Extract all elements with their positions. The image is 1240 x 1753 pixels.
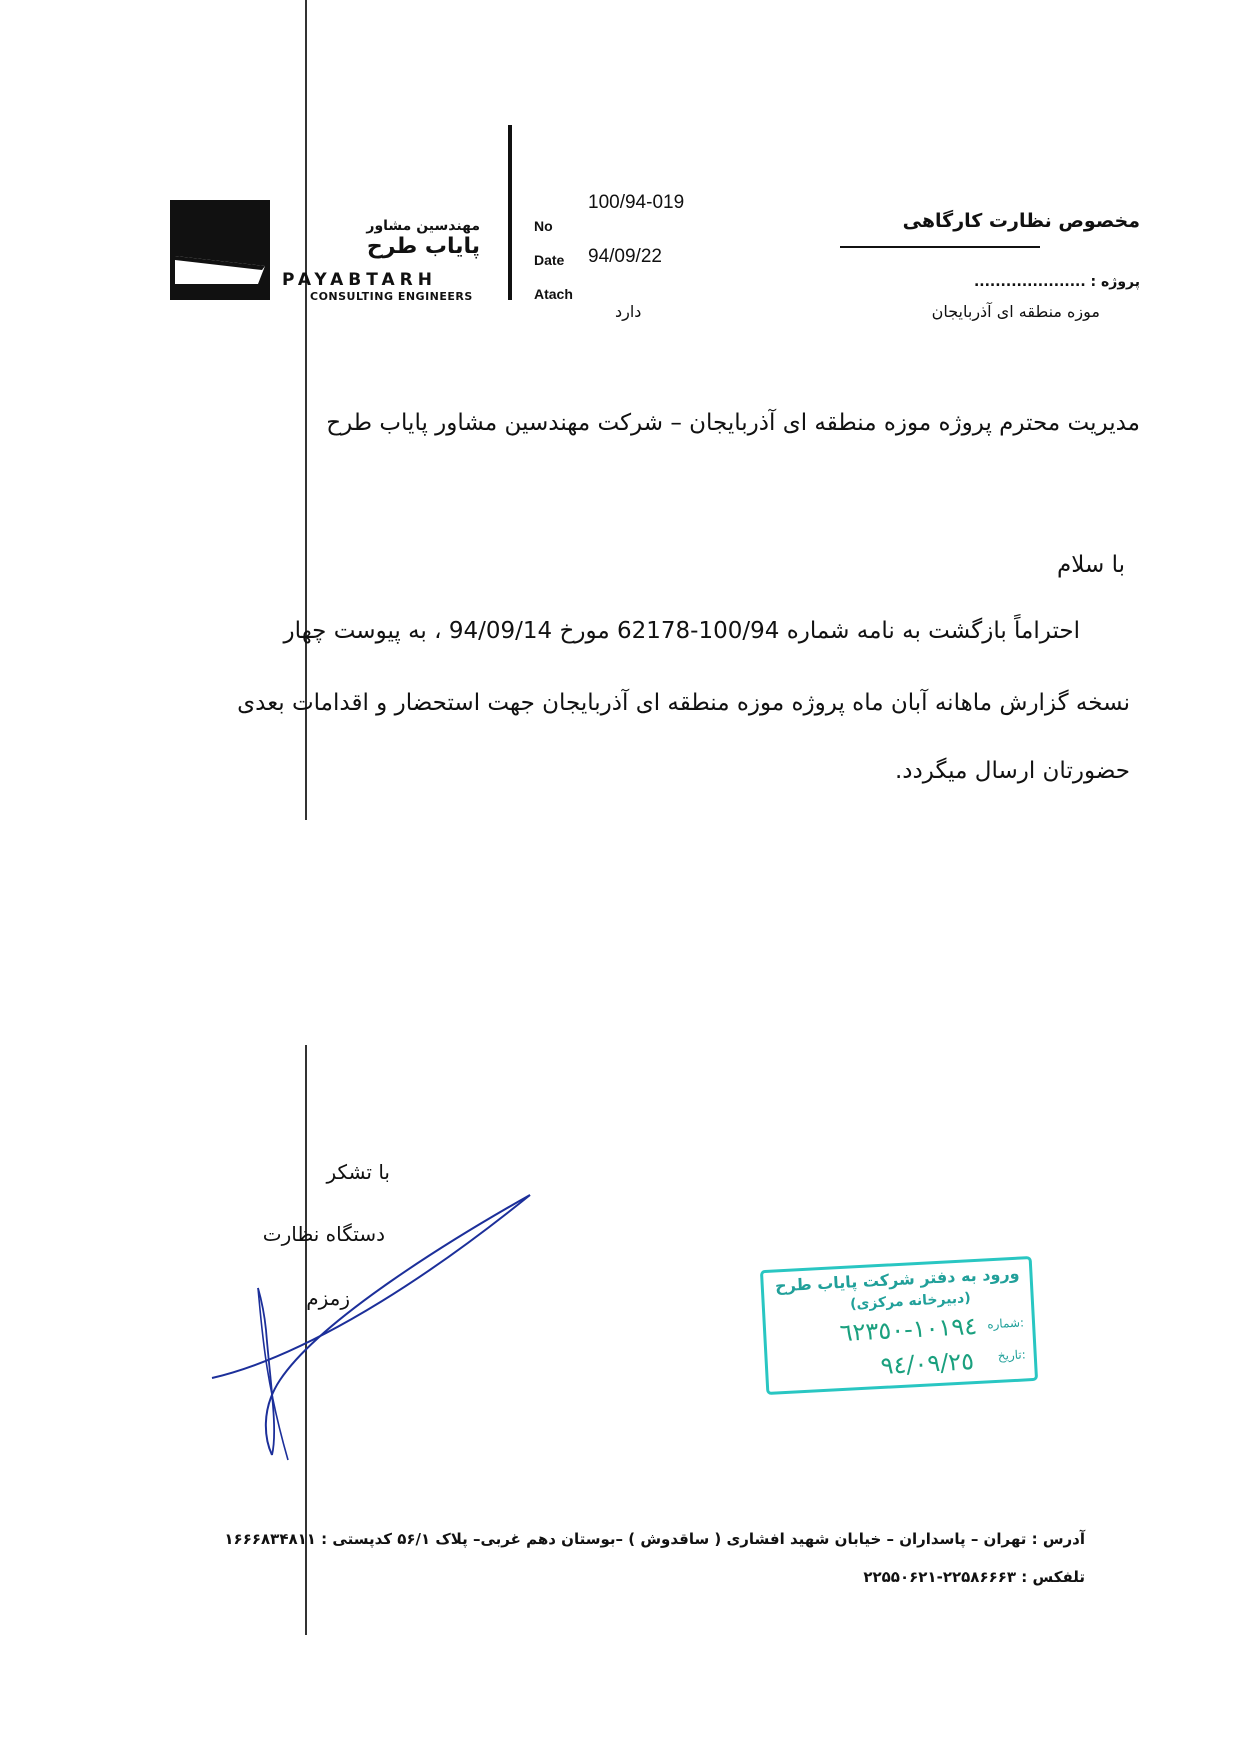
project-label: پروژه : ..................... [973,274,1140,290]
header-divider [508,125,512,300]
stamp-subtitle: (دبیرخانه مرکزی) [849,1290,972,1313]
body-line-1: احتراماً بازگشت به نامه شماره 100/94-62178 مورخ 94/09/14 ، به پیوست چهار [283,618,1080,644]
confidential-underline [840,246,1040,248]
greeting: با سلام [1057,552,1125,578]
footer-address: آدرس : تهران – پاسداران – خیابان شهید افشاری ( ساقدوش ) –بوستان دهم غربی– پلاک ۵۶/۱ کدپستی : ۱۶۶۶۸۳۴۸۱۱ [224,1530,1085,1548]
stamp-number-value: ١٠١٩٤-٦٢٣٥٠ [839,1311,978,1348]
company-tagline: CONSULTING ENGINEERS [310,290,473,303]
company-subtitle: مهندسین مشاور [366,218,480,234]
stamp-date-label: تاریخ: [997,1347,1027,1363]
project-value: موزه منطقه ای آذربایجان [931,302,1100,321]
body-line-2: نسخه گزارش ماهانه آبان ماه پروژه موزه منطقه ای آذربایجان جهت استحضار و اقدامات بعدی [237,690,1130,716]
date-value: 94/09/22 [588,246,662,267]
attach-value: دارد [615,302,642,321]
stamp-number-label: شماره: [986,1315,1025,1332]
handwritten-signature [200,1180,560,1470]
closing-text: با تشکر [326,1160,390,1184]
department-text: دستگاه نظارت [262,1222,385,1246]
body-line-3: حضورتان ارسال میگردد. [894,758,1130,784]
number-value: 100/94-019 [588,192,685,213]
stamp-title: ورود به دفتر شرکت پایاب طرح [774,1263,1020,1296]
company-name-fa: پایاب طرح [366,234,480,259]
number-label: No [534,218,553,234]
company-name-en: PAYABTARH [282,270,437,290]
footer-fax: تلفکس : ۲۲۵۸۶۶۶۳-۲۲۵۵۰۶۲۱ [863,1568,1085,1586]
addressee: مدیریت محترم پروژه موزه منطقه ای آذربایجان – شرکت مهندسین مشاور پایاب طرح [326,410,1140,436]
stamp-date-value: ٩٤/٠٩/٢٥ [879,1347,975,1381]
date-label: Date [534,252,565,268]
company-logo [170,200,270,300]
attach-label: Atach [534,286,573,302]
confidential-title: مخصوص نظارت کارگاهی [902,210,1140,232]
signer-name: زمزم [306,1286,350,1310]
received-stamp [760,1256,1038,1395]
